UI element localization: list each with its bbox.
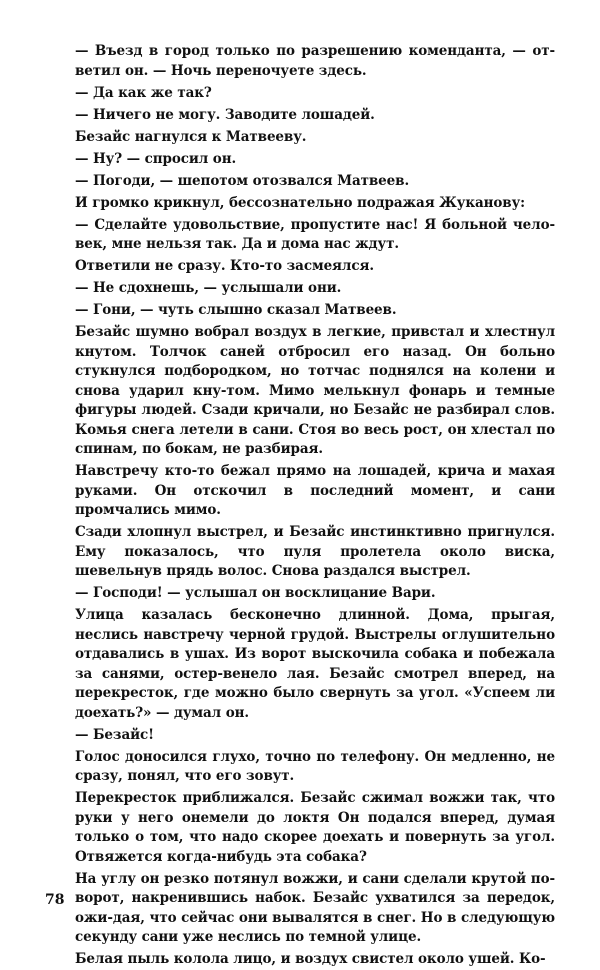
paragraph: — Безайс! [75, 726, 154, 743]
page-text-body [75, 42, 555, 970]
paragraph: Перекресток приближался. Безайс сжимал вожжи так, что руки у него онемели до локтя Он подался вперед, думая только о том, что надо скорее доехать и повернуть за угол. Отвяжется когда-нибудь эта собака? [75, 790, 555, 865]
paragraph: Безайс шумно вобрал воздух в легкие, привстал и хлестнул кнутом. Толчок саней отбросил его назад. Он больно стукнулся подбородком, но тотчас поднялся на колени и снова ударил кну-том. Мимо мелькнул фонарь и темные фигуры людей. Сзади кричали, но Безайс не разбирал слов. Комья снега летели в сани. Стоя во весь рост, он хлестал по спинам, по бокам, не разбирая. [75, 324, 555, 457]
paragraph: — Сделайте удовольствие, пропустите нас! Я больной чело-век, мне нельзя так. Да и дома нас ждут. [75, 216, 555, 252]
page-number: 78 [45, 892, 65, 908]
paragraph: Сзади хлопнул выстрел, и Безайс инстинктивно пригнулся. Ему показалось, что пуля пролетела около виска, шевельнув прядь волос. Снова раздался выстрел. [75, 524, 555, 579]
paragraph: — Погоди, — шепотом отозвался Матвеев. [75, 172, 410, 189]
paragraph: Безайс нагнулся к Матвееву. [75, 128, 307, 145]
paragraph: — Ну? — спросил он. [75, 150, 237, 167]
paragraph: Белая пыль колола лицо, и воздух свистел около ушей. Ко- [75, 951, 546, 967]
paragraph: — Гони, — чуть слышно сказал Матвеев. [75, 302, 397, 318]
paragraph: И громко крикнул, бессознательно подражая Жуканову: [75, 194, 526, 211]
paragraph: Ответили не сразу. Кто-то засмеялся. [75, 258, 374, 274]
paragraph: Улица казалась бесконечно длинной. Дома, прыгая, неслись навстречу черной грудой. Выстрелы оглушительно отдавались в ушах. Из ворот выскочила собака и побежала за санями, остер-венело лая. Безайс смотрел вперед, на перекресток, где можно было свернуть за угол. «Успеем ли доехать?» — думал он. [75, 607, 555, 721]
paragraph: — Ничего не могу. Заводите лошадей. [75, 106, 375, 123]
paragraph: Навстречу кто-то бежал прямо на лошадей, крича и махая руками. Он отскочил в последний момент, и сани промчались мимо. [75, 463, 555, 518]
paragraph: Голос доносился глухо, точно по телефону. Он медленно, не сразу, понял, что его зовут. [75, 748, 555, 784]
paragraph: — Въезд в город только по разрешению коменданта, — от-ветил он. — Ночь переночуете здесь. [75, 43, 555, 79]
paragraph: — Не сдохнешь, — услышали они. [75, 280, 342, 296]
paragraph: На углу он резко потянул вожжи, и сани сделали крутой по-ворот, накренившись набок. Безайс ухватился за передок, ожи-дая, что сейчас они вывалятся в снег. Но в следующую секунду сани уже неслись по темной улице. [75, 870, 555, 945]
paragraph: — Господи! — услышал он восклицание Вари. [75, 585, 436, 601]
paragraph: — Да как же так? [75, 84, 212, 101]
